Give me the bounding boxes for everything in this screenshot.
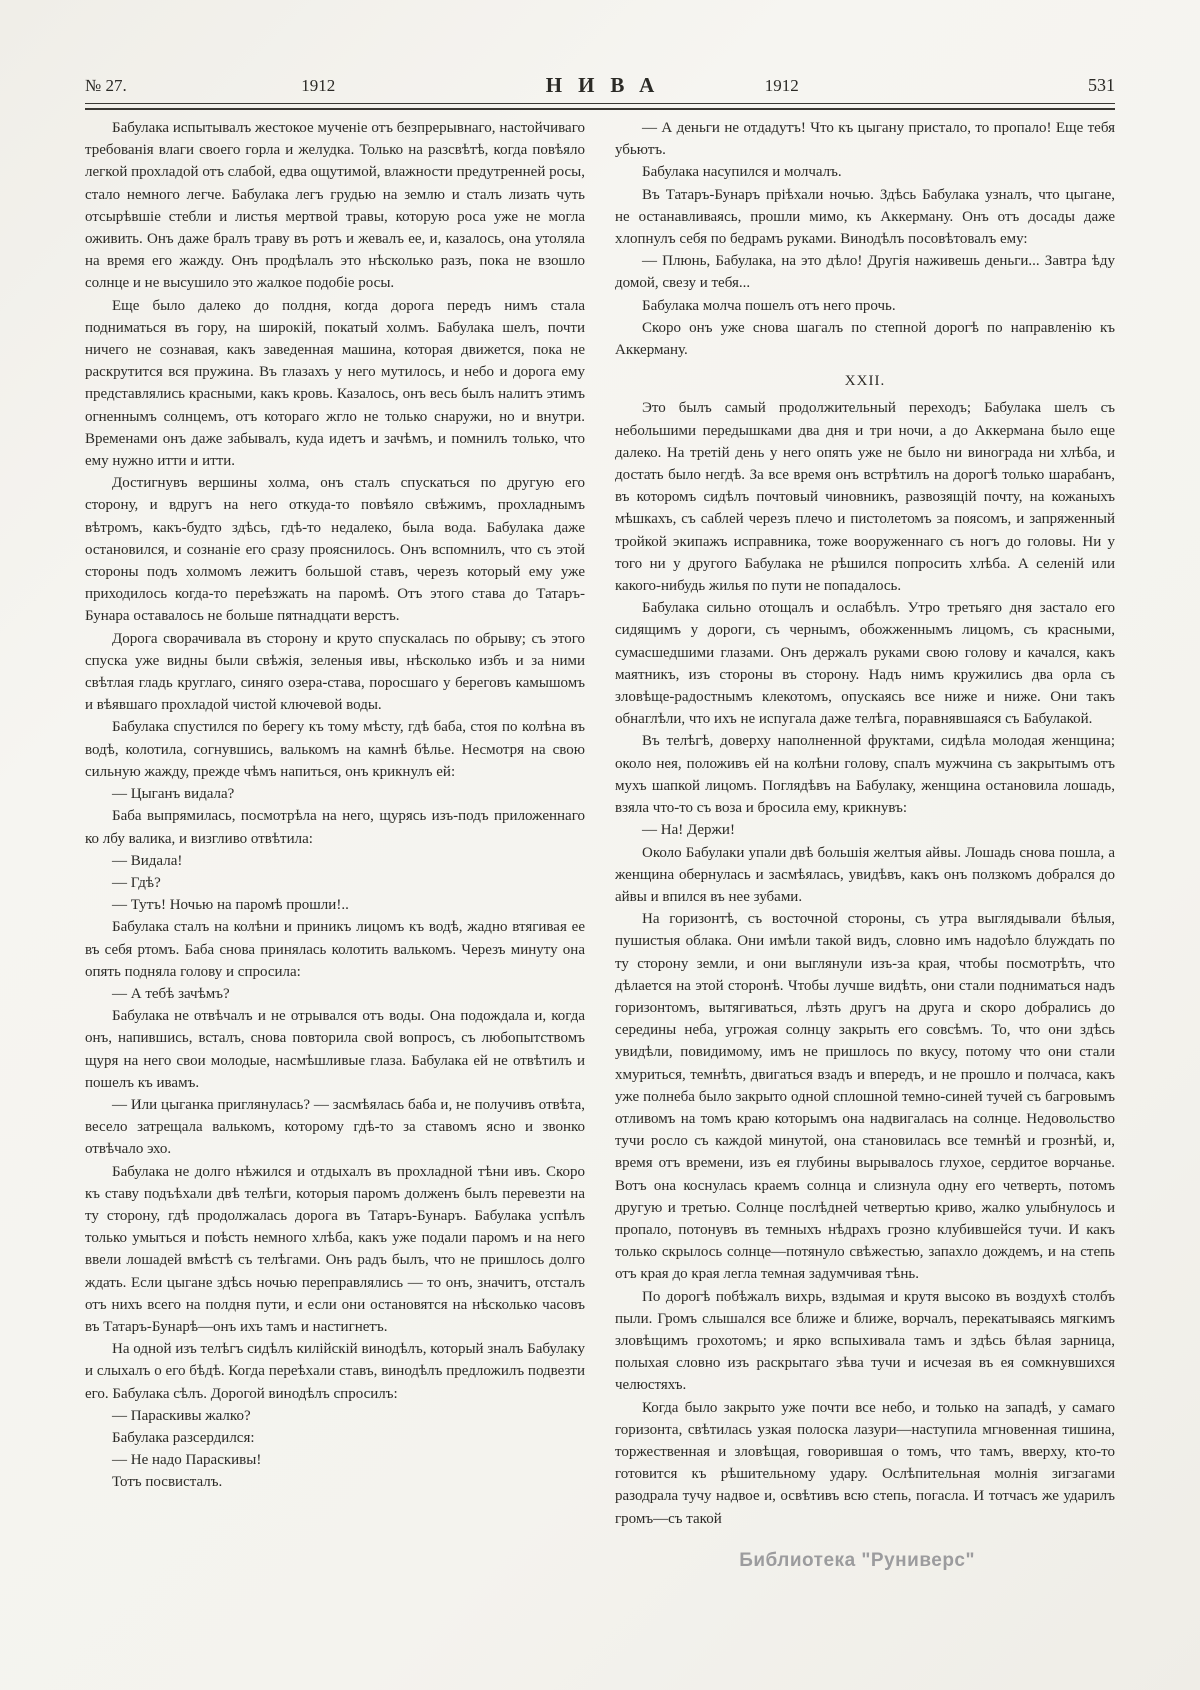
paragraph: — А тебѣ зачѣмъ? — [112, 985, 230, 1002]
paragraph: Когда было закрыто уже почти все небо, и только на западѣ, у самаго горизонта, свѣтилась узкая полоска лазури—наступила мгновенная тишина, торжественная и зловѣщая, говорившая о томъ, что тамъ, вверху, кто-то готовится къ рѣшительному удару. Ослѣпительная молнія зигзагами разодрала тучу надвое и, освѣтивъ всю степь, погасла. И тотчасъ же ударилъ громъ—съ такой — [615, 1399, 1115, 1527]
paragraph: На горизонтѣ, съ восточной стороны, съ утра выглядывали бѣлыя, пушистыя облака. Они имѣли такой видъ, словно имъ надоѣло блуждать по ту сторону земли, и они выглянули изъ-за края, чтобы посмотрѣть, что дѣлается на этой сторонѣ. Чтобы лучше видѣть, они стали подниматься надъ горизонтомъ, вытягиваться, лѣзть другъ на друга и скоро добрались до середины неба, угрожая солнцу закрыть его совсѣмъ. То, что они здѣсь увидѣли, повидимому, имъ не пришлось по вкусу, потому что они стали хмуриться, темнѣть, двигаться взадъ и впередъ, и не прошло и полчаса, какъ уже полнеба было закрыто одной сплошной темно-синей тучей съ багровымъ отливомъ на томъ краю которымъ она надвигалась на солнце. Недовольство тучи росло съ каждой минутой, она становилась все темнѣй и грознѣй, и, время отъ времени, изъ ея глубины вырывалось глухое, сердитое ворчанье. Вотъ она коснулась краемъ солнца и слизнула одну его четверть, потомъ другую и третью. Солнце послѣдней четвертью криво, жалко улыбнулось и пропало, потонувъ въ темныхъ нѣдрахъ грозно клубившейся тучи. И какъ только скрылось солнце—потянуло свѣжестью, запахло дождемъ, и на степь отъ края до края легла темная задумчивая тѣнь. — [615, 911, 1115, 1283]
paragraph: Это былъ самый продолжительный переходъ; Бабулака шелъ съ небольшими передышками два дня и три ночи, а до Аккермана было еще далеко. На третій день у него опять уже не было ни винограда ни хлѣба, и достать было негдѣ. За все время онъ встрѣтилъ на дорогѣ только шарабанъ, въ которомъ сидѣлъ почтовый чиновникъ, развозящій почту, на кожаныхъ мѣшкахъ, съ саблей черезъ плечо и пистолетомъ за поясомъ, и запряженный тройкой экипажъ исправника, тоже вооруженнаго съ ногъ до головы. Ни у того ни у другого Бабулака не рѣшился попросить хлѣба. А селеній или какого-нибудь жилья по пути не попадалось. — [615, 400, 1115, 595]
paragraph: Бабулака сталъ на колѣни и приникъ лицомъ къ водѣ, жадно втягивая ее въ себя ртомъ. Баба снова принялась колотить валькомъ. Черезъ минуту она опять подняла голову и спросила: — [85, 919, 585, 980]
paragraph: Тотъ посвисталъ. — [112, 1474, 223, 1491]
paragraph: По дорогѣ побѣжалъ вихрь, вздымая и крутя высоко въ воздухѣ столбъ пыли. Громъ слышался все ближе и ближе, ворчалъ, перекатываясь мягкимъ зловѣщимъ грохотомъ; и ярко вспыхивала тамъ и здѣсь бѣлая зарница, полыхая словно изъ раскрытаго зѣва тучи и исчезая въ ея сомкнувшихся челюстяхъ. — [615, 1288, 1115, 1394]
paragraph: — На! Держи! — [642, 822, 735, 839]
paragraph: — Плюнь, Бабулака, на это дѣло! Другія наживешь деньги... Завтра ѣду домой, свезу и тебя... — [615, 253, 1115, 292]
left-column — [85, 117, 585, 1540]
paragraph: Бабулака сильно отощалъ и ослабѣлъ. Утро третьяго дня застало его сидящимъ у дороги, съ чернымъ, обожженнымъ лицомъ, съ красными, сумасшедшими глазами. Онъ держалъ руками свою голову и качался, какъ маятникъ, изъ стороны въ сторону. Надъ нимъ кружились два орла съ зловѣще-радостнымъ клекотомъ, опускаясь все ниже и ниже. Они такъ обнаглѣли, что ихъ не испугала даже телѣга, поравнявшаяся съ Бабулакой. — [615, 600, 1115, 728]
issue-number: № 27. — [85, 76, 127, 95]
paragraph: Бабулака разсердился: — [112, 1429, 255, 1446]
paragraph: — Или цыганка приглянулась? — засмѣялась баба и, не получивъ отвѣта, весело затрещала валькомъ, которому гдѣ-то за ставомъ ясно и звонко отвѣчало эхо. — [85, 1096, 585, 1158]
masthead-title: НИВА — [545, 73, 671, 97]
paragraph: — Тутъ! Ночью на паромѣ прошли!.. — [112, 897, 349, 914]
paragraph: Бабулака молча пошелъ отъ него прочь. — [642, 297, 896, 314]
chapter-heading: XXII. — [844, 373, 886, 390]
paragraph: Бабулака испытывалъ жестокое мученіе отъ безпрерывнаго, настойчиваго требованія влаги своего горла и желудка. Только на разсвѣтѣ, когда повѣяло легкой прохладой отъ слабой, едва ощутимой, влажности предутренней росы, стало немного легче. Бабулака легъ грудью на землю и сталъ лизать чуть отсырѣвшіе стебли и листья мертвой травы, которую роса уже не могла оживить. Онъ даже бралъ траву въ ротъ и жевалъ ее, и, казалось, она утоляла на время его жажду. Онъ продѣлалъ это нѣсколько разъ, пока не взошло солнце и не высушило это жалкое подобіе росы. — [85, 120, 585, 292]
paragraph: Бабулака насупился и молчалъ. — [642, 164, 842, 181]
paragraph: Достигнувъ вершины холма, онъ сталъ спускаться по другую его сторону, и вдругъ на него откуда-то повѣяло свѣжимъ, прохладнымъ вѣтромъ, какъ-будто здѣсь, гдѣ-то недалеко, была вода. Бабулака даже остановился, и сознаніе его сразу прояснилось. Онъ вспомнилъ, что съ этой стороны подъ холмомъ лежитъ большой ставъ, черезъ который ему уже приходилось когда-то переѣзжать на паромѣ. Отъ этого става до Татаръ-Бунара оставалось не больше пятнадцати верстъ. — [85, 475, 585, 625]
paragraph: — Гдѣ? — [112, 874, 161, 891]
paragraph: Дорога сворачивала въ сторону и круто спускалась по обрыву; съ этого спуска уже видны были свѣжія, зеленыя ивы, нѣсколько избъ и за ними свѣтлая гладь круглаго, синяго озера-става, поросшаго у береговъ камышомъ и вѣявшаго прохладой чистой ключевой воды. — [85, 630, 585, 714]
paragraph: Бабулака спустился по берегу къ тому мѣсту, гдѣ баба, стоя по колѣна въ водѣ, колотила, согнувшись, валькомъ на камнѣ бѣлье. Несмотря на свою сильную жажду, прежде чѣмъ напиться, онъ крикнулъ ей: — [85, 719, 585, 780]
paragraph: Бабулака не долго нѣжился и отдыхалъ въ прохладной тѣни ивъ. Скоро къ ставу подъѣхали двѣ телѣги, которыя паромъ долженъ былъ перевезти на ту сторону, гдѣ продолжалась дорога въ Татаръ-Бунаръ. Бабулака успѣлъ только умыться и поѣсть немного хлѣба, какъ уже подали паромъ и на него ввели лошадей вмѣстѣ съ телѣгами. Онъ радъ былъ, что не пришлось долго ждать. Если цыгане здѣсь ночью переправлялись — то онъ, значитъ, отсталъ отъ нихъ всего на полдня пути, и если они остановятся на нѣсколько часовъ въ Татаръ-Бунарѣ—онъ ихъ тамъ и настигнетъ. — [85, 1163, 585, 1335]
paragraph: Бабулака не отвѣчалъ и не отрывался отъ воды. Она подождала и, когда онъ, напившись, всталъ, снова повторила свой вопросъ, съ любопытствомъ щуря на него свои молодые, насмѣшливые глаза. Бабулака ей не отвѣтилъ и пошелъ къ ивамъ. — [85, 1008, 585, 1091]
paragraph: — Видала! — [112, 852, 183, 869]
right-column — [615, 117, 1115, 1540]
paragraph: Еще было далеко до полдня, когда дорога передъ нимъ стала подниматься въ гору, на широкій, покатый холмъ. Бабулака шелъ, почти ничего не сознавая, какъ заведенная машина, которая движется, пока не раскрутится вся пружина. Въ глазахъ у него мутилось, и небо и дорога ему представлялись красными, какъ кровь. Казалось, онъ весь былъ налитъ этимъ огненнымъ солнцемъ, отъ котораго жгло не только снаружи, но и внутри. Временами онъ даже забывалъ, куда идетъ и зачѣмъ, и помнилъ только, что ему нужно итти и итти. — [85, 297, 585, 470]
paragraph: Около Бабулаки упали двѣ большія желтыя айвы. Лошадь снова пошла, а женщина обернулась и засмѣялась, увидѣвъ, какъ онъ ползкомъ добрался до айвы и впился въ нее зубами. — [615, 844, 1115, 905]
paragraph: Баба выпрямилась, посмотрѣла на него, щурясь изъ-подъ приложеннаго ко лбу валика, и визгливо отвѣтила: — [85, 808, 585, 847]
paragraph: — Цыганъ видала? — [112, 786, 235, 803]
page-number: 531 — [1088, 75, 1115, 95]
article-body — [85, 117, 1115, 1540]
paragraph: — Параскивы жалко? — [112, 1407, 251, 1424]
paragraph: Въ телѣгѣ, доверху наполненной фруктами, сидѣла молодая женщина; около нея, положивъ ей на колѣни голову, спалъ мужчина съ закрытымъ отъ мухъ шапкой лицомъ. Поглядѣвъ на Бабулаку, женщина остановила лошадь, взяла что-то съ воза и бросила ему, крикнувъ: — [615, 733, 1115, 817]
year-right: 1912 — [764, 76, 799, 95]
page-header — [85, 73, 1115, 102]
paragraph: Скоро онъ уже снова шагалъ по степной дорогѣ по направленію къ Аккерману. — [615, 319, 1115, 359]
paragraph: На одной изъ телѣгъ сидѣлъ килійскій винодѣлъ, который зналъ Бабулаку и слыхалъ о его бѣдѣ. Когда переѣхали ставъ, винодѣлъ предложилъ подвезти его. Бабулака сѣлъ. Дорогой винодѣлъ спросилъ: — [85, 1341, 585, 1402]
header-rule — [85, 103, 1115, 110]
paragraph: Въ Татаръ-Бунаръ пріѣхали ночью. Здѣсь Бабулака узналъ, что цыгане, не останавливаясь, прошли мимо, къ Аккерману. Онъ отъ досады даже хлопнулъ себя по бедрамъ руками. Винодѣлъ посовѣтовалъ ему: — [615, 186, 1115, 248]
year-left: 1912 — [301, 76, 336, 95]
paragraph: — Не надо Параскивы! — [112, 1452, 262, 1469]
paragraph: — А деньги не отдадутъ! Что къ цыгану пристало, то пропало! Еще тебя убьютъ. — [615, 120, 1115, 159]
library-watermark: Библиотека "Руниверс" — [739, 1550, 975, 1571]
